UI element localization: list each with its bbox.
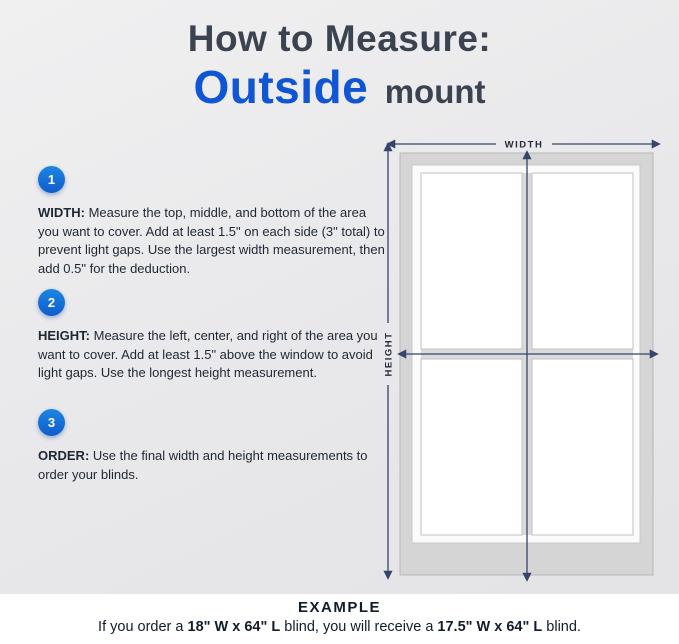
example-middle: blind, you will receive a — [280, 619, 438, 635]
step-label-height: HEIGHT: — [38, 327, 90, 343]
example-heading: EXAMPLE — [297, 599, 381, 616]
example-suffix: blind. — [542, 619, 581, 635]
step-item-order — [38, 409, 386, 484]
step-item-width — [38, 166, 386, 279]
step-item-height — [38, 289, 386, 383]
page-title-line1: How to Measure: — [187, 18, 492, 59]
example-sentence — [0, 619, 679, 635]
window-pane-bottom-left — [421, 359, 522, 535]
step-text-order — [38, 447, 386, 484]
mount-word-text: mount — [384, 73, 486, 110]
window-diagram — [372, 133, 672, 593]
mount-type-text: Outside — [193, 61, 369, 113]
step-body-height: Measure the left, center, and right of the area you want to cover. Add at least 1.5" above the window to avoid light gaps. Use the longest height measurement. — [38, 327, 378, 381]
window-pane-top-right — [532, 173, 633, 349]
window-pane-bottom-right — [532, 359, 633, 535]
example-section — [0, 594, 679, 644]
step-label-order: ORDER: — [38, 448, 90, 464]
steps-list — [38, 166, 386, 494]
step-body-order: Use the final width and height measurements to order your blinds. — [38, 448, 368, 482]
step-number-badge-2: 2 — [38, 289, 65, 316]
page-title-line2 — [0, 60, 679, 114]
example-order-size: 18" W x 64" L — [187, 619, 281, 635]
window-diagram-svg — [372, 133, 672, 593]
example-received-size: 17.5" W x 64" L — [437, 619, 543, 635]
title-block — [0, 18, 679, 114]
step-number-badge-3: 3 — [38, 409, 65, 436]
step-body-width: Measure the top, middle, and bottom of the area you want to cover. Add at least 1.5" on each side (3" total) to prevent light gaps. Use the largest width measurement, then add 0.5" for the deduction. — [38, 205, 385, 277]
step-text-width — [38, 204, 386, 279]
step-text-height — [38, 327, 386, 383]
width-arrow-label: WIDTH — [504, 139, 544, 151]
example-prefix: If you order a — [98, 619, 188, 635]
window-pane-top-left — [421, 173, 522, 349]
height-arrow-label: HEIGHT — [383, 331, 395, 377]
step-number-badge-1: 1 — [38, 166, 65, 193]
step-label-width: WIDTH: — [38, 205, 85, 220]
